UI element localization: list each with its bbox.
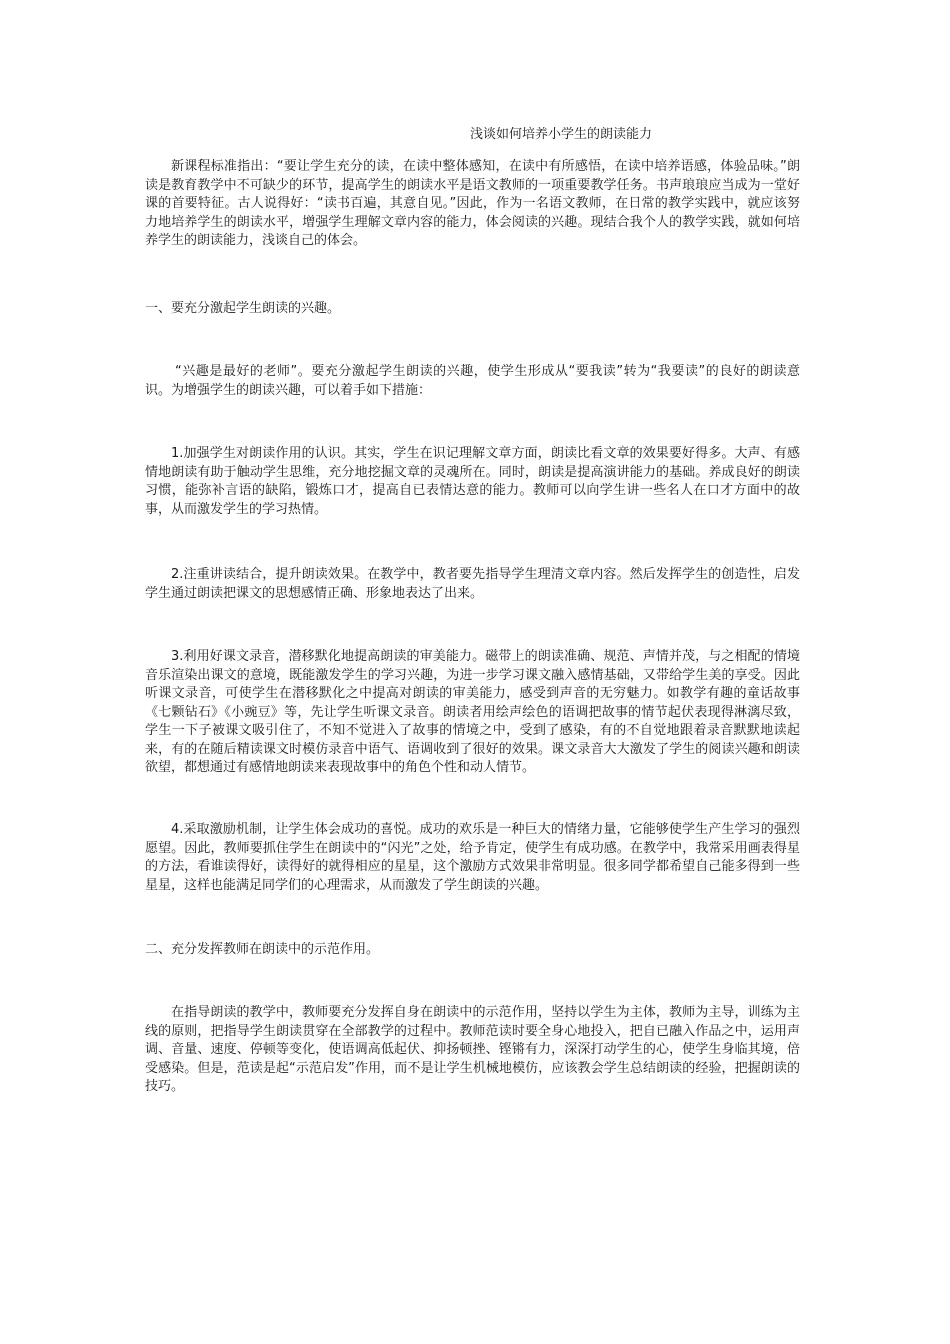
item-2-paragraph: 2.注重讲读结合，提升朗读效果。在教学中，教者要先指导学生理清文章内容。然后发挥学生的创造性，启发学生通过朗读把课文的思想感情正确、形象地表达了出来。 [145,567,800,601]
section-1-heading: 一、要充分激起学生朗读的兴趣。 [145,301,341,316]
section-2-paragraph: 在指导朗读的教学中，教师要充分发挥自身在朗读中的示范作用，坚持以学生为主体，教师为主导，训练为主线的原则，把指导学生朗读贯穿在全部教学的过程中。教师范读时要全身心地投入，把自已融入作品之中，运用声调、音量、速度、停顿等变化，使语调高低起伏、抑扬顿挫、铿锵有力，深深打动学生的心，使学生身临其境，倍受感染。但是，范读是起“示范启发”作用，而不是让学生机械地模仿，应该教会学生总结朗读的经验，把握朗读的技巧。 [145,1005,800,1094]
item-4-paragraph: 4.采取激励机制，让学生体会成功的喜悦。成功的欢乐是一种巨大的情绪力量，它能够使学生产生学习的强烈愿望。因此，教师要抓住学生在朗读中的“闪光”之处，给予肯定，使学生有成功感。在教学中，我常采用画表得星的方法，看谁读得好，读得好的就得相应的星星，这个激励方式效果非常明显。很多同学都希望自己能多得到一些星星，这样也能满足同学们的心理需求，从而激发了学生朗读的兴趣。 [145,822,800,893]
intro-paragraph: 新课程标准指出：“要让学生充分的读，在读中整体感知，在读中有所感悟，在读中培养语感，体验品味。”朗读是教育教学中不可缺少的环节，提高学生的朗读水平是语文教师的一项重要教学任务。书声琅琅应当成为一堂好课的首要特征。古人说得好：“读书百遍，其意自见。”因此，作为一名语文教师，在日常的教学实践中，就应该努力地培养学生的朗读水平，增强学生理解文章内容的能力，体会阅读的兴趣。现结合我个人的教学实践，就如何培养学生的朗读能力，浅谈自己的体会。 [145,159,800,248]
item-3-paragraph: 3.利用好课文录音，潜移默化地提高朗读的审美能力。磁带上的朗读准确、规范、声情并茂，与之相配的情境音乐渲染出课文的意境，既能激发学生的学习兴趣，为进一步学习课文融入感情基础，又带给学生美的享受。因此听课文录音，可使学生在潜移默化之中提高对朗读的审美能力，感受到声音的无穷魅力。如教学有趣的童话故事《七颗钻石》《小豌豆》等，先让学生听课文录音。朗读者用绘声绘色的语调把故事的情节起伏表现得淋漓尽致，学生一下子被课文吸引住了，不知不觉进入了故事的情境之中，受到了感染，有的不自觉地跟着录音默默地读起来，有的在随后精读课文时模仿录音中语气、语调收到了很好的效果。课文录音大大激发了学生的阅读兴趣和朗读欲望，都想通过有感情地朗读来表现故事中的角色个性和动人情节。 [145,649,800,775]
document-title: 浅谈如何培养小学生的朗读能力 [470,127,653,142]
section-2-heading: 二、充分发挥教师在朗读中的示范作用。 [145,942,380,957]
item-1-paragraph: 1.加强学生对朗读作用的认识。其实，学生在识记理解文章方面，朗读比看文章的效果要好得多。大声、有感情地朗读有助于触动学生思维，充分地挖掘文章的灵魂所在。同时，朗读是提高演讲能力的基础。养成良好的朗读习惯，能弥补言语的缺陷，锻炼口才，提高自已表情达意的能力。教师可以向学生讲一些名人在口才方面中的故事，从而激发学生的学习热情。 [145,446,800,517]
section-1-intro-paragraph: “兴趣是最好的老师”。要充分激起学生朗读的兴趣，使学生形成从“要我读”转为“我要读”的良好的朗读意识。为增强学生的朗读兴趣，可以着手如下措施： [145,364,800,398]
